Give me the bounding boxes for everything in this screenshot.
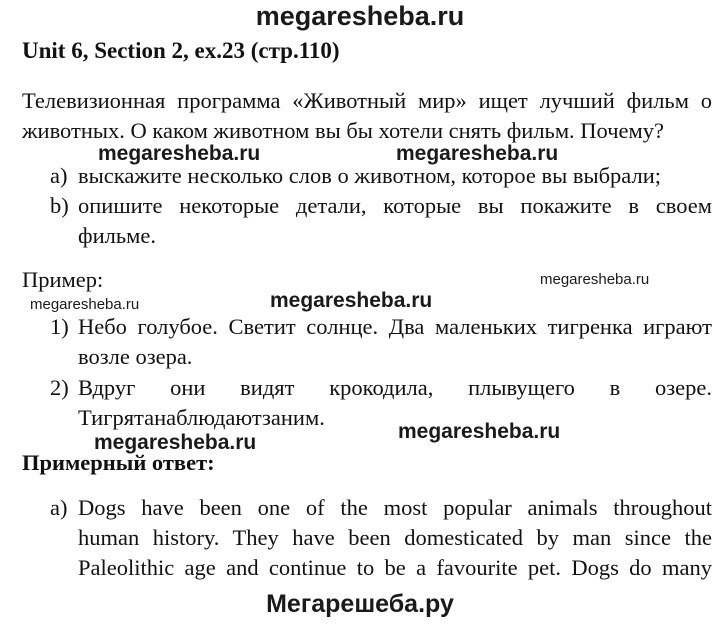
task-line-2: животных. О каком животном вы бы хотели снять фильм. Почему? bbox=[22, 118, 664, 143]
example-item-2-marker: 2) bbox=[50, 375, 69, 400]
example-item-1-marker: 1) bbox=[50, 314, 69, 339]
task-item-b-line-2: фильме. bbox=[78, 223, 156, 248]
answer-item-a-marker: a) bbox=[50, 495, 68, 520]
watermark-small-right: megaresheba.ru bbox=[540, 271, 650, 288]
watermark-mid-2: megaresheba.ru bbox=[396, 142, 559, 165]
answer-line-2: human history. They have been domesticated by man since the bbox=[78, 525, 712, 550]
example-item-1-line-2: возле озера. bbox=[78, 344, 193, 369]
task-item-a-text: выскажите несколько слов о животном, которое вы выбрали; bbox=[78, 163, 662, 188]
watermark-small-left: megaresheba.ru bbox=[30, 296, 140, 313]
watermark-mid-1: megaresheba.ru bbox=[98, 142, 261, 165]
watermark-mid-4-left: megaresheba.ru bbox=[94, 431, 257, 454]
task-line-1: Телевизионная программа «Животный мир» ищет лучший фильм о bbox=[22, 88, 712, 113]
watermark-top: megaresheba.ru bbox=[255, 1, 465, 31]
task-item-a-marker: a) bbox=[50, 163, 68, 188]
watermark-bottom: Мегарешеба.ру bbox=[266, 590, 454, 618]
answer-line-1: Dogs have been one of the most popular animals throughout bbox=[78, 495, 712, 520]
answer-line-3: Paleolithic age and continue to be a favourite pet. Dogs do many bbox=[78, 555, 712, 580]
task-item-b-marker: b) bbox=[50, 193, 69, 218]
answer-label: Примерный ответ: bbox=[22, 450, 215, 475]
example-item-2-line-2: Тигрятанаблюдаютзаним. bbox=[78, 405, 325, 430]
watermark-mid-3: megaresheba.ru bbox=[270, 289, 433, 312]
example-label: Пример: bbox=[22, 267, 104, 292]
example-item-1-line-1: Небо голубое. Светит солнце. Два маленьких тигренка играют bbox=[78, 314, 712, 339]
watermark-mid-4-right: megaresheba.ru bbox=[398, 420, 561, 443]
example-item-2-line-1: Вдруг они видят крокодила, плывущего в озере. bbox=[78, 375, 712, 400]
task-item-b-line-1: опишите некоторые детали, которые вы покажите в своем bbox=[78, 193, 712, 218]
exercise-heading: Unit 6, Section 2, ex.23 (стр.110) bbox=[22, 38, 340, 63]
